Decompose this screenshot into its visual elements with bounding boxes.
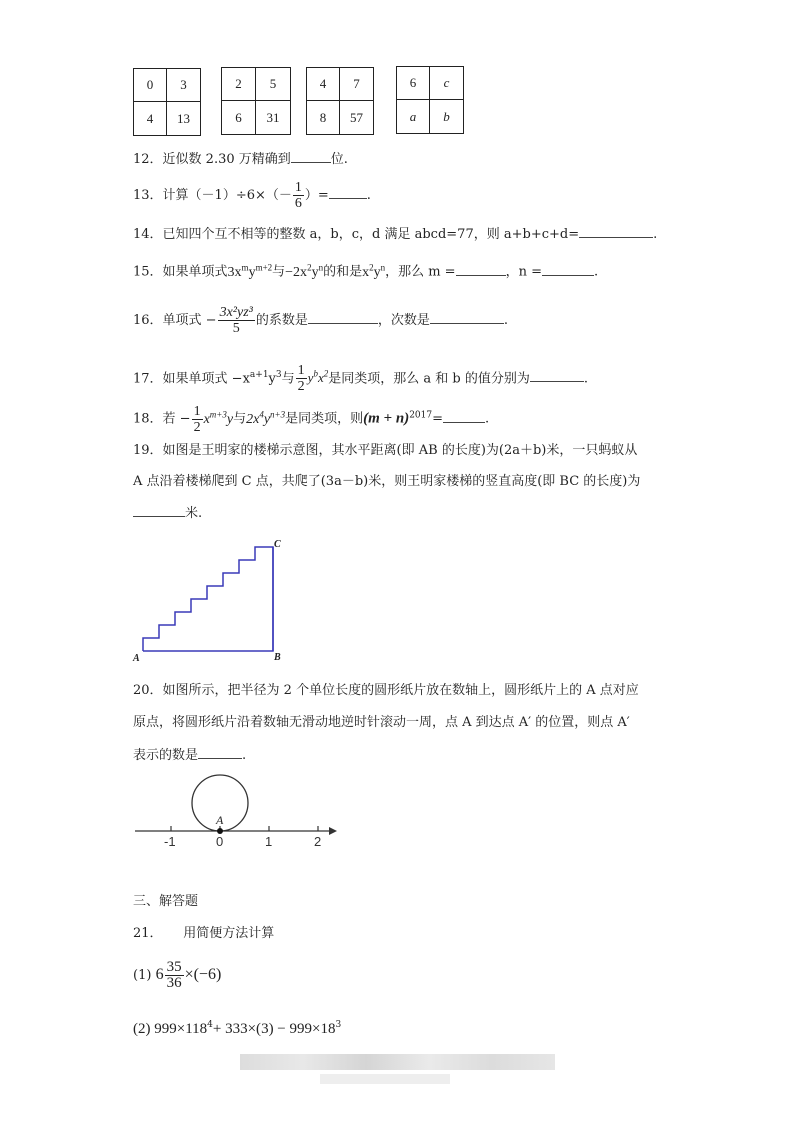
fraction-denominator: 2 [193, 419, 201, 435]
exponent: 2 [369, 262, 374, 272]
q18-end: . [485, 411, 490, 427]
exponent: b [313, 369, 318, 379]
fraction [192, 404, 203, 435]
term: y [226, 411, 234, 427]
grid-cell: b [443, 108, 450, 124]
term: 3x [227, 264, 242, 280]
stair-steps [143, 547, 273, 651]
term: y [373, 264, 381, 280]
tick-label: 2 [314, 834, 322, 849]
term: x [362, 264, 370, 280]
tick-label: 0 [216, 834, 224, 849]
tick-label: 1 [265, 834, 273, 849]
exponent: m+3 [209, 409, 227, 419]
grid-cell: c [430, 67, 463, 100]
q15-mid: 与 [272, 264, 286, 280]
grid-cell: 0 [134, 69, 167, 102]
q17-end: . [583, 371, 588, 387]
label-a: A [133, 653, 140, 664]
exponent: a+1 [249, 370, 269, 380]
question-14 [133, 225, 657, 244]
question-21-part1 [133, 956, 221, 995]
exponent: 3 [335, 1020, 342, 1030]
exponent: n+3 [270, 409, 286, 419]
q12-tail: 位. [330, 152, 348, 167]
tick-label: -1 [164, 834, 176, 849]
expression: (m + n) [363, 410, 410, 427]
number-grid-3 [306, 67, 374, 135]
question-17 [133, 356, 588, 397]
grid-cell: 5 [256, 68, 290, 101]
q17-mid: 与 [281, 371, 295, 387]
fraction-numerator: 35 [166, 959, 182, 975]
stairs-diagram [130, 535, 290, 665]
term: y [311, 264, 319, 280]
question-16 [133, 302, 508, 340]
fraction [218, 305, 255, 336]
number-grid-2 [221, 67, 291, 135]
grid-cell: 7 [340, 68, 373, 101]
q13-tail: ）= [304, 188, 329, 203]
grid-cell: 57 [350, 109, 363, 125]
q20-line3: 表示的数是 [133, 748, 199, 763]
answer-blank [530, 369, 584, 382]
fraction-numerator: 1 [297, 363, 305, 379]
part-label: (1) [133, 968, 152, 983]
answer-blank [291, 150, 331, 163]
answer-blank [133, 504, 185, 517]
term: y [263, 411, 271, 427]
q15-head: 15．如果单项式 [133, 264, 228, 280]
question-20-line1: 20．如图所示，把半径为 2 个单位长度的圆形纸片放在数轴上，圆形纸片上的 A 点对应 [133, 683, 639, 698]
fraction [293, 180, 304, 211]
answer-blank [579, 225, 653, 238]
fraction-numerator: 1 [193, 403, 201, 419]
answer-blank [198, 746, 242, 759]
answer-blank [308, 311, 378, 324]
question-13 [133, 178, 371, 214]
grid-cell: 31 [266, 109, 280, 125]
q19-tail: 米. [185, 506, 203, 521]
grid-cell: 4 [307, 68, 340, 101]
q16-end: . [503, 313, 509, 328]
fraction-denominator: 2 [297, 379, 305, 395]
fraction-denominator: 6 [294, 196, 302, 211]
grid-cell: 2 [222, 68, 256, 101]
answer-blank [443, 410, 485, 423]
q14-text: 14．已知四个互不相等的整数 a，b，c，d 满足 abcd=77，则 a+b+c+d= [133, 227, 580, 242]
question-19-line2: A 点沿着楼梯爬到 C 点，共爬了(3a－b)米，则王明家楼梯的竖直高度(即 BC 的长度)为 [133, 474, 641, 489]
fraction-denominator: 36 [166, 975, 182, 991]
label-c: C [274, 539, 281, 550]
number-grid-4 [396, 66, 464, 134]
term: −2x [285, 264, 308, 280]
q15-mid2: 的和是 [323, 264, 363, 280]
term: 2x [246, 411, 260, 427]
exponent: n [380, 262, 386, 272]
grid-cell: 4 [134, 102, 167, 135]
term: x [317, 370, 324, 386]
question-18 [133, 396, 489, 438]
grid-cell: 6 [222, 101, 256, 134]
equals: = [432, 411, 444, 427]
q16-mid2: ，次数是 [377, 313, 430, 328]
grid-cell: 6 [397, 67, 430, 100]
q16-mid: 的系数是 [255, 313, 308, 328]
grid-cell: 13 [177, 110, 190, 126]
whole-number: 6 [155, 966, 164, 983]
label-b: B [274, 652, 281, 663]
q13-head: 13．计算（－1）÷6×（－ [133, 188, 292, 203]
exponent: n [318, 262, 324, 272]
q17-head: 17．如果单项式 −x [133, 371, 250, 387]
q14-end: . [653, 227, 658, 242]
q16-head: 16．单项式 − [133, 313, 217, 328]
number-grid-1 [133, 68, 201, 136]
answer-blank [329, 186, 367, 199]
q18-tail: 是同类项，则 [285, 411, 364, 427]
term: y [268, 371, 276, 387]
part2-mid: + 333×( [212, 1021, 262, 1037]
q15-mid3: ，那么 m = [385, 264, 456, 280]
question-19-line1: 19．如图是王明家的楼梯示意图，其水平距离(即 AB 的长度)为(2a＋b)米，一只蚂蚁从 [133, 443, 638, 458]
question-20-line2: 原点，将圆形纸片沿着数轴无滑动地逆时针滚动一周，点 A 到达点 A′ 的位置，则点 A′ [133, 715, 630, 730]
answer-blank [542, 263, 594, 276]
q13-end: . [366, 188, 371, 203]
part1-tail: ×(−6) [184, 966, 222, 983]
exponent: 4 [259, 409, 264, 419]
number-line-diagram [133, 770, 338, 848]
section-heading: 三、解答题 [133, 894, 199, 909]
fraction [296, 363, 307, 394]
exponent: 3 [275, 370, 282, 380]
q15-end: . [593, 264, 599, 280]
fraction-denominator: 5 [232, 321, 240, 336]
question-20-line3 [133, 746, 246, 765]
exponent: 2 [307, 262, 312, 272]
exponent: 2017 [409, 410, 433, 421]
grid-cell: 8 [307, 101, 340, 134]
fraction-numerator: 1 [294, 180, 302, 195]
part2-mid2: ) − 999×18 [268, 1021, 336, 1037]
q15-mid4: ，n = [505, 264, 542, 280]
question-21-title: 21． 用简便方法计算 [133, 926, 275, 941]
question-15 [133, 258, 598, 282]
point-a-label: A [216, 813, 224, 827]
term: y [307, 370, 314, 386]
term: y [248, 264, 256, 280]
q20-end: . [242, 748, 247, 763]
grid-cell: 3 [167, 69, 200, 102]
exponent: m+2 [255, 262, 273, 272]
question-19-line3 [133, 504, 202, 523]
answer-blank [456, 263, 506, 276]
exponent: 2 [323, 369, 329, 379]
part2-num: 3 [261, 1021, 269, 1037]
exponent: 4 [207, 1020, 213, 1030]
answer-blank [430, 311, 504, 324]
q17-tail: 是同类项，那么 a 和 b 的值分别为 [328, 371, 530, 387]
fraction [165, 960, 184, 991]
q18-mid: 与 [233, 411, 247, 427]
part2-expression: (2) 999×118 [133, 1021, 208, 1037]
term: x [203, 411, 210, 427]
exponent: m [241, 262, 249, 272]
q18-head: 18．若 − [133, 411, 191, 427]
blurred-footer [240, 1054, 555, 1070]
question-12 [133, 150, 348, 169]
fraction-numerator: 3x²yz³ [219, 305, 253, 320]
q12-text: 12．近似数 2.30 万精确到 [133, 152, 291, 167]
axis-arrow [329, 827, 337, 835]
blurred-footer-sub [320, 1074, 450, 1084]
grid-cell: a [397, 100, 430, 133]
